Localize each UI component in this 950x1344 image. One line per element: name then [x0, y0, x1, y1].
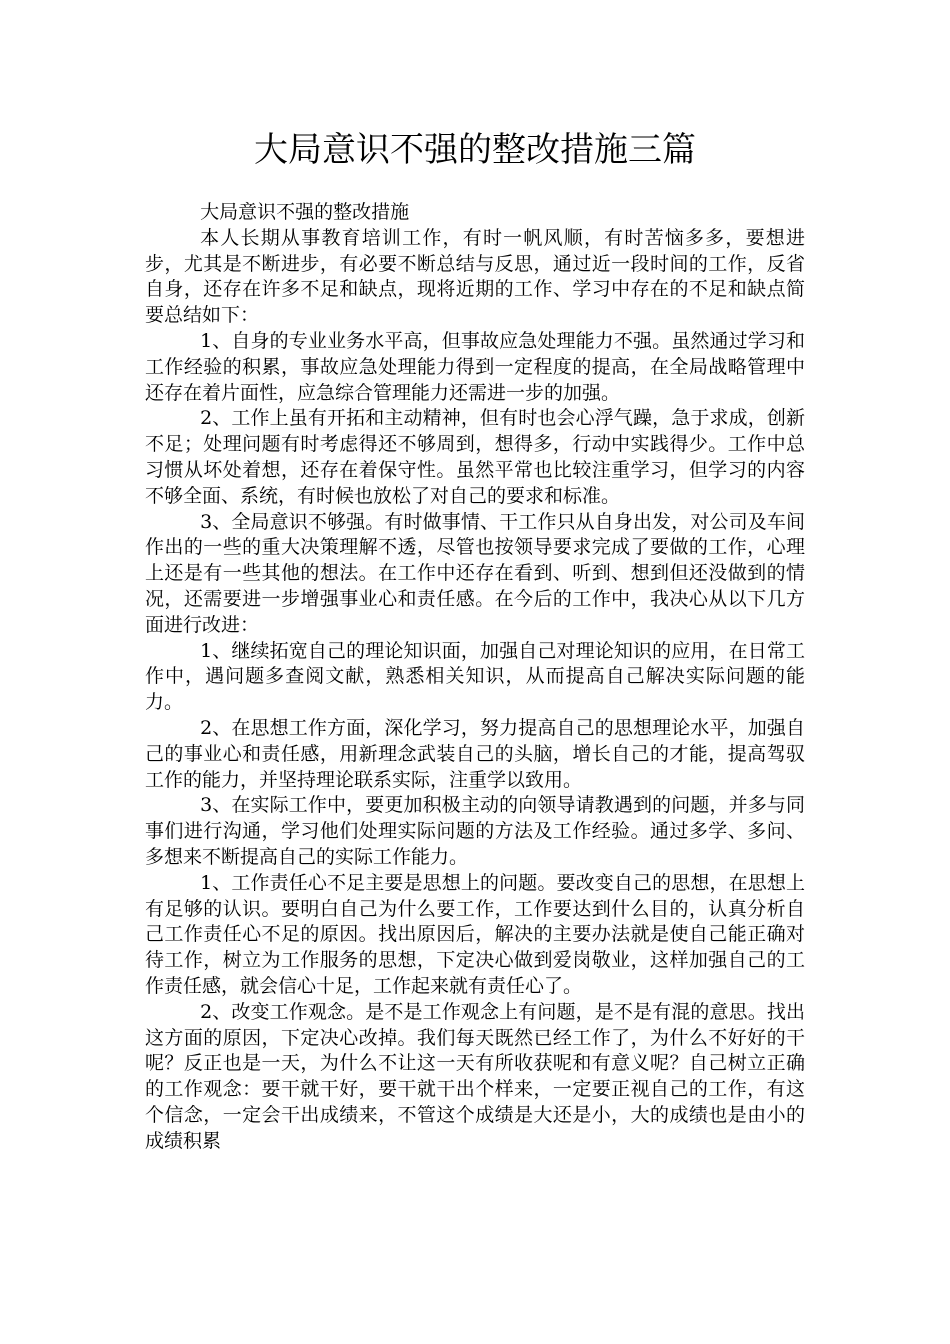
document-title: 大局意识不强的整改措施三篇 — [254, 130, 696, 170]
body-paragraph: 3、在实际工作中，要更加积极主动的向领导请教遇到的问题，并多与同事们进行沟通，学习他们处理实际问题的方法及工作经验。通过多学、多问、多想来不断提高自己的实际工作能力。 — [145, 794, 805, 868]
subtitle-paragraph: 大局意识不强的整改措施 — [200, 201, 410, 223]
body-paragraph: 2、改变工作观念。是不是工作观念上有问题，是不是有混的意思。找出这方面的原因，下定决心改掉。我们每天既然已经工作了，为什么不好好的干呢？反正也是一天，为什么不让这一天有所收获呢和有意义呢？自己树立正确的工作观念：要干就干好，要干就干出个样来，一定要正视自己的工作，有这个信念，一定会干出成绩来，不管这个成绩是大还是小，大的成绩也是由小的成绩积累 — [145, 1000, 805, 1152]
body-paragraph: 2、工作上虽有开拓和主动精神，但有时也会心浮气躁，急于求成，创新不足；处理问题有时考虑得还不够周到，想得多，行动中实践得少。工作中总习惯从坏处着想，还存在着保守性。虽然平常也比较注重学习，但学习的内容不够全面、系统，有时候也放松了对自己的要求和标准。 — [145, 407, 805, 507]
body-paragraph: 3、全局意识不够强。有时做事情、干工作只从自身出发，对公司及车间作出的一些的重大决策理解不透，尽管也按领导要求完成了要做的工作，心理上还是有一些其他的想法。在工作中还存在看到、听到、想到但还没做到的情况，还需要进一步增强事业心和责任感。在今后的工作中，我决心从以下几方面进行改进： — [145, 510, 805, 636]
body-paragraph: 1、自身的专业业务水平高，但事故应急处理能力不强。虽然通过学习和工作经验的积累，事故应急处理能力得到一定程度的提高，在全局战略管理中还存在着片面性，应急综合管理能力还需进一步的加强。 — [145, 329, 805, 404]
document-body — [145, 200, 805, 1154]
body-paragraph: 2、在思想工作方面，深化学习，努力提高自己的思想理论水平，加强自己的事业心和责任感，用新理念武装自己的头脑，增长自己的才能，提高驾驭工作的能力，并坚持理论联系实际，注重学以致用。 — [145, 716, 805, 791]
body-paragraph: 1、工作责任心不足主要是思想上的问题。要改变自己的思想，在思想上有足够的认识。要明白自己为什么要工作，工作要达到什么目的，认真分析自己工作责任心不足的原因。找出原因后，解决的主要办法就是使自己能正确对待工作，树立为工作服务的思想，下定决心做到爱岗敬业，这样加强自己的工作责任感，就会信心十足，工作起来就有责任心了。 — [145, 871, 805, 997]
body-paragraph: 1、继续拓宽自己的理论知识面，加强自己对理论知识的应用，在日常工作中，遇问题多查阅文献，熟悉相关知识，从而提高自己解决实际问题的能力。 — [145, 639, 805, 714]
body-paragraph: 本人长期从事教育培训工作，有时一帆风顺，有时苦恼多多，要想进步，尤其是不断进步，有必要不断总结与反思，通过近一段时间的工作，反省自身，还存在许多不足和缺点，现将近期的工作、学习中存在的不足和缺点简要总结如下： — [145, 226, 805, 327]
